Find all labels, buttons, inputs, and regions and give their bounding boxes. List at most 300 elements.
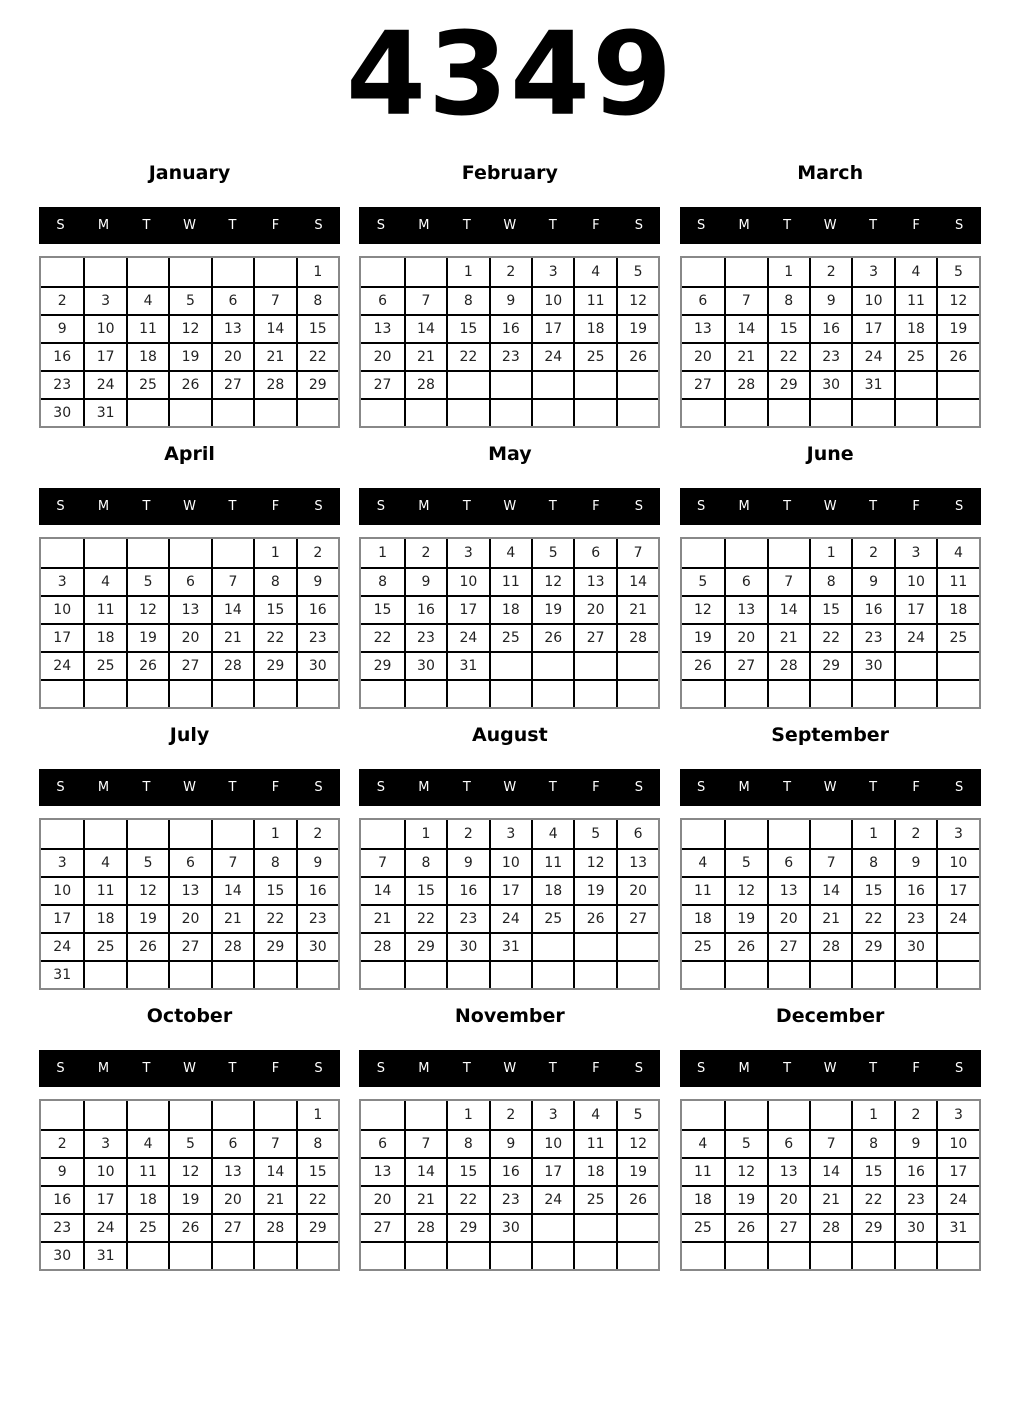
date-cell: 5 xyxy=(126,567,168,595)
date-cell: 18 xyxy=(126,342,168,370)
date-cell: 9 xyxy=(894,1129,936,1157)
date-cell: 25 xyxy=(573,342,615,370)
date-cell: 7 xyxy=(211,567,253,595)
weekday-label: S xyxy=(376,1061,385,1076)
date-cell xyxy=(724,1101,766,1129)
weekday-label: S xyxy=(314,1061,323,1076)
date-cell: 15 xyxy=(253,595,295,623)
date-cell: 21 xyxy=(361,904,403,932)
date-cell: 15 xyxy=(851,1157,893,1185)
date-cell: 8 xyxy=(809,567,851,595)
weekday-label: F xyxy=(592,218,600,233)
date-cell xyxy=(531,960,573,988)
date-cell: 14 xyxy=(361,876,403,904)
date-cell: 31 xyxy=(83,1241,125,1269)
date-cell xyxy=(936,679,978,707)
date-cell: 16 xyxy=(446,876,488,904)
date-cell xyxy=(126,258,168,286)
date-cell: 27 xyxy=(616,904,658,932)
date-cell: 26 xyxy=(126,932,168,960)
month-section-july xyxy=(39,722,340,990)
date-cell: 26 xyxy=(724,932,766,960)
date-cell: 2 xyxy=(894,1101,936,1129)
date-cell: 17 xyxy=(489,876,531,904)
date-cell: 22 xyxy=(809,623,851,651)
date-cell: 12 xyxy=(936,286,978,314)
date-cell: 16 xyxy=(489,1157,531,1185)
weekday-label: W xyxy=(823,1061,837,1076)
weekday-label: M xyxy=(97,780,110,795)
date-cell: 9 xyxy=(41,1157,83,1185)
weekday-label: M xyxy=(418,499,430,514)
date-cell: 25 xyxy=(83,651,125,679)
date-cell: 2 xyxy=(489,1101,531,1129)
date-cell: 4 xyxy=(531,820,573,848)
date-cell xyxy=(682,539,724,567)
date-cell xyxy=(767,539,809,567)
date-cell: 21 xyxy=(616,595,658,623)
date-cell: 10 xyxy=(531,286,573,314)
weekday-label: W xyxy=(503,218,517,233)
date-cell: 24 xyxy=(894,623,936,651)
date-cell xyxy=(767,820,809,848)
weekday-header-bar xyxy=(39,488,340,525)
date-cell: 24 xyxy=(851,342,893,370)
date-cell: 3 xyxy=(851,258,893,286)
date-cell: 15 xyxy=(446,1157,488,1185)
date-cell xyxy=(573,1213,615,1241)
date-grid xyxy=(39,537,340,709)
date-cell: 5 xyxy=(936,258,978,286)
date-cell: 2 xyxy=(446,820,488,848)
weekday-label: S xyxy=(955,218,964,233)
date-cell: 1 xyxy=(851,820,893,848)
date-cell xyxy=(767,1241,809,1269)
weekday-label: T xyxy=(228,499,237,514)
date-cell xyxy=(126,1101,168,1129)
date-cell: 21 xyxy=(253,342,295,370)
date-cell: 19 xyxy=(573,876,615,904)
date-cell xyxy=(573,398,615,426)
date-cell: 12 xyxy=(126,595,168,623)
date-cell: 29 xyxy=(361,651,403,679)
date-cell: 5 xyxy=(168,1129,210,1157)
date-cell xyxy=(83,1101,125,1129)
date-cell: 11 xyxy=(126,314,168,342)
date-cell: 14 xyxy=(404,1157,446,1185)
date-cell: 18 xyxy=(531,876,573,904)
date-cell: 28 xyxy=(253,1213,295,1241)
date-cell xyxy=(616,398,658,426)
date-cell: 23 xyxy=(489,1185,531,1213)
date-cell: 29 xyxy=(851,932,893,960)
date-cell: 13 xyxy=(211,314,253,342)
date-cell: 20 xyxy=(168,904,210,932)
date-cell: 13 xyxy=(361,314,403,342)
date-cell: 9 xyxy=(41,314,83,342)
date-cell xyxy=(296,960,338,988)
date-cell: 15 xyxy=(361,595,403,623)
date-cell xyxy=(41,1101,83,1129)
date-cell xyxy=(296,679,338,707)
date-cell: 4 xyxy=(83,848,125,876)
date-cell xyxy=(126,539,168,567)
date-cell: 9 xyxy=(851,567,893,595)
date-cell: 27 xyxy=(682,370,724,398)
date-cell: 19 xyxy=(936,314,978,342)
date-cell: 28 xyxy=(253,370,295,398)
date-cell: 5 xyxy=(682,567,724,595)
date-cell: 8 xyxy=(446,286,488,314)
date-cell: 16 xyxy=(851,595,893,623)
date-cell xyxy=(489,679,531,707)
weekday-label: T xyxy=(869,1061,878,1076)
month-title: February xyxy=(461,162,558,184)
weekday-label: S xyxy=(955,1061,964,1076)
date-cell: 6 xyxy=(682,286,724,314)
date-cell xyxy=(894,679,936,707)
date-cell: 19 xyxy=(724,904,766,932)
date-cell: 28 xyxy=(616,623,658,651)
date-cell: 30 xyxy=(296,651,338,679)
date-cell: 12 xyxy=(168,1157,210,1185)
date-cell: 12 xyxy=(616,286,658,314)
date-cell: 8 xyxy=(253,848,295,876)
date-cell: 20 xyxy=(616,876,658,904)
date-cell xyxy=(894,651,936,679)
date-cell: 13 xyxy=(168,876,210,904)
date-cell: 7 xyxy=(404,286,446,314)
date-cell: 19 xyxy=(616,314,658,342)
date-cell: 21 xyxy=(724,342,766,370)
date-cell xyxy=(253,679,295,707)
date-cell: 13 xyxy=(616,848,658,876)
weekday-label: T xyxy=(462,499,471,514)
date-cell: 26 xyxy=(616,342,658,370)
month-title: May xyxy=(488,443,532,465)
date-cell xyxy=(168,679,210,707)
date-cell: 30 xyxy=(489,1213,531,1241)
date-cell: 30 xyxy=(851,651,893,679)
date-cell xyxy=(253,1101,295,1129)
date-cell xyxy=(168,820,210,848)
date-cell: 3 xyxy=(41,567,83,595)
date-cell: 22 xyxy=(851,1185,893,1213)
weekday-label: T xyxy=(869,780,878,795)
date-cell: 23 xyxy=(296,623,338,651)
date-cell: 29 xyxy=(809,651,851,679)
weekday-label: W xyxy=(503,499,517,514)
weekday-header-bar xyxy=(680,207,981,244)
date-cell: 6 xyxy=(361,1129,403,1157)
date-cell: 3 xyxy=(83,1129,125,1157)
date-cell: 17 xyxy=(936,1157,978,1185)
date-cell: 28 xyxy=(767,651,809,679)
date-cell: 10 xyxy=(83,314,125,342)
weekday-header-bar xyxy=(359,1050,660,1087)
date-cell xyxy=(894,398,936,426)
weekday-label: M xyxy=(418,1061,430,1076)
weekday-label: T xyxy=(142,1061,151,1076)
date-cell xyxy=(531,398,573,426)
date-cell: 23 xyxy=(446,904,488,932)
date-cell xyxy=(83,820,125,848)
date-cell: 23 xyxy=(404,623,446,651)
weekday-label: W xyxy=(183,218,196,233)
date-cell xyxy=(573,679,615,707)
date-cell: 20 xyxy=(767,1185,809,1213)
date-cell: 7 xyxy=(767,567,809,595)
date-cell: 30 xyxy=(894,932,936,960)
weekday-label: S xyxy=(697,1061,706,1076)
date-cell: 13 xyxy=(168,595,210,623)
date-cell xyxy=(404,1241,446,1269)
date-cell: 18 xyxy=(83,623,125,651)
date-cell: 11 xyxy=(531,848,573,876)
weekday-label: F xyxy=(912,780,920,795)
date-cell xyxy=(724,1241,766,1269)
date-cell: 22 xyxy=(296,342,338,370)
date-cell xyxy=(168,258,210,286)
date-cell xyxy=(724,398,766,426)
date-cell: 23 xyxy=(851,623,893,651)
date-cell: 12 xyxy=(616,1129,658,1157)
date-cell: 26 xyxy=(168,1213,210,1241)
weekday-header-bar xyxy=(359,769,660,806)
date-cell xyxy=(531,370,573,398)
date-cell: 20 xyxy=(168,623,210,651)
date-cell: 27 xyxy=(724,651,766,679)
date-cell: 2 xyxy=(894,820,936,848)
date-grid xyxy=(359,256,660,428)
date-cell: 2 xyxy=(404,539,446,567)
date-cell xyxy=(41,820,83,848)
date-cell: 21 xyxy=(253,1185,295,1213)
date-grid xyxy=(359,818,660,990)
date-cell: 24 xyxy=(446,623,488,651)
weekday-label: F xyxy=(592,1061,600,1076)
date-cell xyxy=(211,960,253,988)
date-cell: 26 xyxy=(724,1213,766,1241)
date-cell: 3 xyxy=(936,1101,978,1129)
date-cell xyxy=(361,1241,403,1269)
date-cell xyxy=(404,258,446,286)
date-cell: 18 xyxy=(936,595,978,623)
date-cell: 10 xyxy=(936,1129,978,1157)
date-cell: 23 xyxy=(894,1185,936,1213)
date-cell xyxy=(253,960,295,988)
date-cell: 29 xyxy=(296,1213,338,1241)
date-cell: 15 xyxy=(767,314,809,342)
date-cell: 13 xyxy=(573,567,615,595)
date-cell xyxy=(894,1241,936,1269)
weekday-label: W xyxy=(503,1061,517,1076)
weekday-label: S xyxy=(376,499,385,514)
date-cell: 10 xyxy=(41,595,83,623)
date-cell xyxy=(573,370,615,398)
date-cell: 20 xyxy=(361,342,403,370)
date-cell xyxy=(126,1241,168,1269)
weekday-label: F xyxy=(271,780,280,795)
weekday-label: S xyxy=(56,218,65,233)
date-cell xyxy=(573,960,615,988)
date-cell: 29 xyxy=(767,370,809,398)
date-cell xyxy=(446,960,488,988)
date-cell: 5 xyxy=(126,848,168,876)
date-cell: 31 xyxy=(851,370,893,398)
date-cell xyxy=(211,398,253,426)
date-cell: 7 xyxy=(809,848,851,876)
month-title: July xyxy=(169,724,210,746)
date-cell: 4 xyxy=(682,848,724,876)
date-cell xyxy=(851,679,893,707)
date-cell xyxy=(168,1241,210,1269)
date-cell: 8 xyxy=(296,1129,338,1157)
date-cell: 11 xyxy=(936,567,978,595)
date-cell: 19 xyxy=(724,1185,766,1213)
month-section-may xyxy=(359,441,660,709)
weekday-label: F xyxy=(592,780,600,795)
date-cell: 29 xyxy=(296,370,338,398)
weekday-label: W xyxy=(183,499,196,514)
date-cell: 19 xyxy=(126,623,168,651)
date-cell xyxy=(361,398,403,426)
date-cell xyxy=(767,398,809,426)
date-cell: 18 xyxy=(682,904,724,932)
date-cell: 6 xyxy=(724,567,766,595)
date-cell xyxy=(126,679,168,707)
date-cell: 30 xyxy=(41,398,83,426)
month-title: December xyxy=(775,1005,885,1027)
weekday-label: T xyxy=(142,780,151,795)
date-cell: 22 xyxy=(446,1185,488,1213)
date-cell: 14 xyxy=(253,1157,295,1185)
weekday-header-bar xyxy=(359,207,660,244)
date-cell: 28 xyxy=(211,932,253,960)
date-cell: 15 xyxy=(296,1157,338,1185)
date-cell xyxy=(126,820,168,848)
date-cell: 8 xyxy=(404,848,446,876)
date-cell: 12 xyxy=(531,567,573,595)
weekday-label: F xyxy=(271,218,280,233)
date-cell xyxy=(682,679,724,707)
date-cell: 4 xyxy=(573,258,615,286)
date-cell xyxy=(531,679,573,707)
date-cell: 25 xyxy=(489,623,531,651)
date-cell: 9 xyxy=(894,848,936,876)
date-cell: 20 xyxy=(724,623,766,651)
date-cell: 16 xyxy=(41,1185,83,1213)
date-cell: 9 xyxy=(296,567,338,595)
date-cell: 10 xyxy=(851,286,893,314)
date-cell: 2 xyxy=(296,820,338,848)
weekday-label: S xyxy=(634,218,643,233)
date-cell: 16 xyxy=(296,876,338,904)
date-cell: 17 xyxy=(446,595,488,623)
date-cell: 4 xyxy=(126,1129,168,1157)
date-cell xyxy=(296,1241,338,1269)
date-cell xyxy=(894,370,936,398)
date-cell xyxy=(531,1241,573,1269)
date-cell: 28 xyxy=(361,932,403,960)
date-cell: 8 xyxy=(296,286,338,314)
date-cell xyxy=(682,398,724,426)
date-cell: 3 xyxy=(41,848,83,876)
date-cell xyxy=(361,679,403,707)
date-cell: 1 xyxy=(253,539,295,567)
date-cell: 7 xyxy=(404,1129,446,1157)
date-cell: 20 xyxy=(682,342,724,370)
date-cell: 1 xyxy=(446,258,488,286)
date-cell: 21 xyxy=(809,1185,851,1213)
date-cell: 13 xyxy=(682,314,724,342)
weekday-label: M xyxy=(97,499,110,514)
date-grid xyxy=(359,1099,660,1271)
date-cell: 19 xyxy=(168,1185,210,1213)
date-cell xyxy=(83,960,125,988)
date-grid xyxy=(680,818,981,990)
date-cell: 31 xyxy=(936,1213,978,1241)
date-cell: 10 xyxy=(489,848,531,876)
date-cell: 23 xyxy=(809,342,851,370)
date-cell: 15 xyxy=(809,595,851,623)
date-grid xyxy=(680,256,981,428)
date-cell xyxy=(809,1101,851,1129)
date-cell: 4 xyxy=(894,258,936,286)
date-cell: 10 xyxy=(531,1129,573,1157)
date-cell: 11 xyxy=(83,595,125,623)
date-cell: 30 xyxy=(41,1241,83,1269)
date-cell: 17 xyxy=(936,876,978,904)
date-cell: 30 xyxy=(446,932,488,960)
date-cell: 8 xyxy=(767,286,809,314)
date-cell: 15 xyxy=(296,314,338,342)
months-grid xyxy=(39,160,981,1271)
date-cell xyxy=(489,370,531,398)
date-cell: 25 xyxy=(682,1213,724,1241)
date-cell xyxy=(296,398,338,426)
date-cell xyxy=(682,1241,724,1269)
date-cell xyxy=(211,1241,253,1269)
date-cell xyxy=(573,1241,615,1269)
date-cell xyxy=(361,960,403,988)
date-cell: 19 xyxy=(682,623,724,651)
date-cell: 26 xyxy=(936,342,978,370)
date-cell: 14 xyxy=(809,1157,851,1185)
date-cell: 3 xyxy=(83,286,125,314)
date-cell: 23 xyxy=(489,342,531,370)
date-cell: 22 xyxy=(404,904,446,932)
date-cell xyxy=(809,398,851,426)
date-cell xyxy=(404,1101,446,1129)
weekday-label: T xyxy=(783,1061,792,1076)
date-cell: 17 xyxy=(531,1157,573,1185)
date-cell: 1 xyxy=(809,539,851,567)
date-cell: 28 xyxy=(809,1213,851,1241)
date-cell: 27 xyxy=(361,370,403,398)
date-cell xyxy=(489,651,531,679)
date-cell xyxy=(767,960,809,988)
weekday-label: T xyxy=(869,499,878,514)
date-cell xyxy=(168,960,210,988)
date-cell: 2 xyxy=(809,258,851,286)
date-cell xyxy=(616,932,658,960)
weekday-label: T xyxy=(462,1061,471,1076)
date-cell: 2 xyxy=(296,539,338,567)
date-cell: 27 xyxy=(767,1213,809,1241)
date-cell: 5 xyxy=(724,1129,766,1157)
date-cell: 23 xyxy=(41,1213,83,1241)
